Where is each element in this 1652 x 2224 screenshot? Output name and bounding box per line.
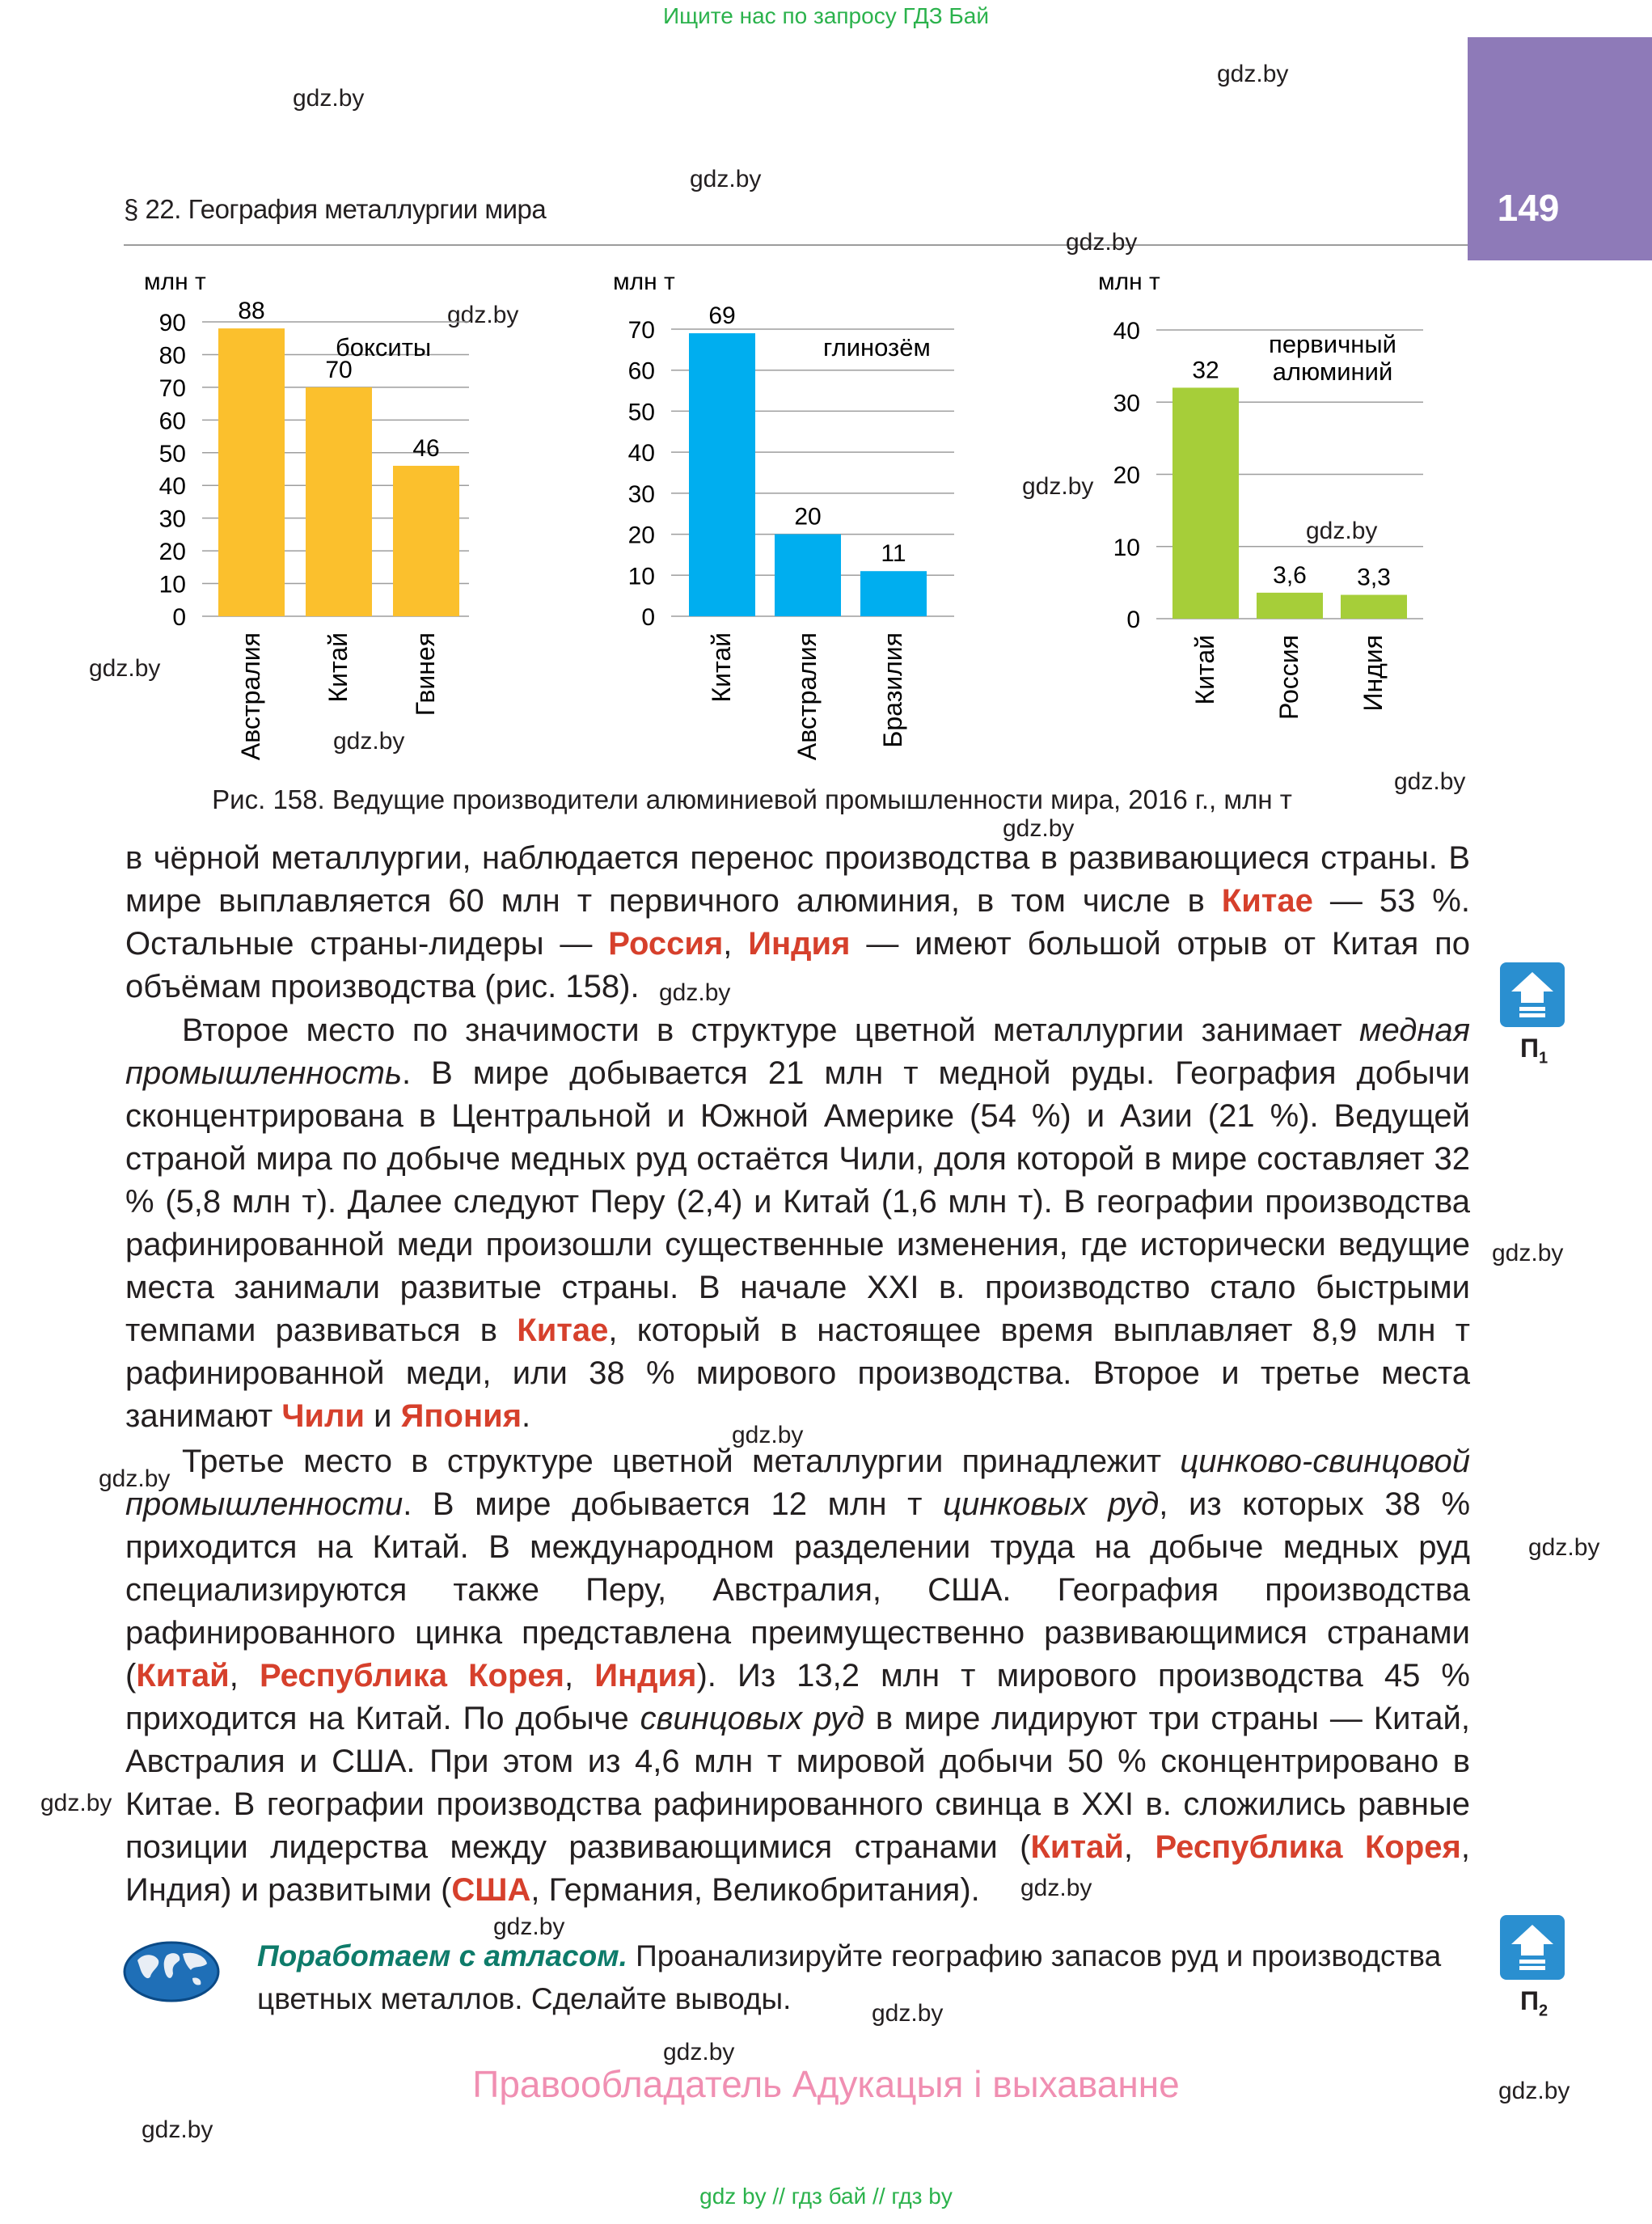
y-tick-label: 30 bbox=[1113, 390, 1140, 417]
y-tick-label: 70 bbox=[158, 374, 186, 402]
category-label: Бразилия bbox=[878, 632, 907, 748]
watermark: gdz.by bbox=[1492, 1240, 1564, 1266]
bar bbox=[689, 333, 755, 616]
watermark: gdz.by bbox=[333, 728, 405, 755]
watermark: gdz.by bbox=[1022, 473, 1094, 500]
y-tick-label: 20 bbox=[1113, 462, 1140, 489]
y-tick-label: 30 bbox=[627, 480, 655, 508]
y-tick-label: 60 bbox=[627, 357, 655, 385]
y-tick-label: 30 bbox=[158, 505, 186, 533]
watermark: gdz.by bbox=[89, 655, 161, 682]
y-tick-label: 40 bbox=[627, 440, 655, 467]
alumina-chart bbox=[598, 259, 970, 776]
bauxite-chart bbox=[129, 259, 485, 776]
bar bbox=[1172, 387, 1239, 619]
y-tick-label: 10 bbox=[158, 571, 186, 598]
y-tick-label: 80 bbox=[158, 342, 186, 370]
category-label: Россия bbox=[1274, 635, 1303, 720]
chart-title: глинозём bbox=[823, 333, 931, 362]
y-axis-unit: млн т bbox=[613, 268, 675, 295]
y-tick-label: 50 bbox=[627, 399, 655, 426]
bar bbox=[393, 466, 459, 616]
chart-title: первичный bbox=[1269, 330, 1396, 358]
top-banner: Ищите нас по запросу ГДЗ Бай bbox=[662, 3, 990, 28]
y-tick-label: 90 bbox=[158, 310, 186, 336]
footer-links[interactable]: gdz by // гдз бай // гдз by bbox=[699, 2184, 953, 2209]
y-axis-unit: млн т bbox=[1098, 268, 1160, 295]
watermark: gdz.by bbox=[142, 2116, 213, 2143]
watermark: gdz.by bbox=[872, 2000, 944, 2027]
atlas-task: Поработаем с атласом. Проанализируйте географию запасов руд и производства цветных металлов. Сделайте выводы. bbox=[257, 1939, 1442, 2015]
bar bbox=[1341, 595, 1407, 619]
category-label: Австралия bbox=[792, 632, 822, 761]
chart-title: бокситы bbox=[336, 333, 432, 362]
watermark: gdz.by bbox=[493, 1913, 565, 1940]
paragraph-2: Второе место по значимости в структуре цветной металлургии занимает медная промышленность. В мире добывается 21 млн т медной руды. География добычи сконцентрирована в Центральной и Южной Америке (54 %) и Азии (21 %). Ведущей страной мира по добыче медных руд остаётся Чили, доля которой в мире составляет 32 % (5,8 млн т). Далее следуют Перу (2,4) и Китай (1,6 млн т). В географии производства рафинированной меди произошли существенные изменения, где исторически ведущие места занимали развитые страны. В начале XXI в. производство стало быстрыми темпами развиваться в Китае, который в настоящее время выплавляет 8,9 млн т рафинированной меди, или 38 % мирового производства. Второе и третье места занимают Чили и Япония. bbox=[125, 1013, 1471, 1434]
data-label: 3,3 bbox=[1357, 564, 1391, 591]
y-axis-unit: млн т bbox=[144, 268, 206, 295]
watermark: gdz.by bbox=[663, 2039, 735, 2065]
page-number: 149 bbox=[1497, 187, 1560, 229]
chart-title: алюминий bbox=[1272, 357, 1393, 386]
side-label-p1: $П_1$ bbox=[1520, 1034, 1548, 1068]
watermark: gdz.by bbox=[1066, 229, 1138, 256]
up-arrow-icon[interactable] bbox=[1500, 962, 1565, 1027]
globe-icon bbox=[123, 1941, 220, 2002]
data-label: 11 bbox=[881, 540, 906, 568]
figure-caption: Рис. 158. Ведущие производители алюминиевой промышленности мира, 2016 г., млн т bbox=[212, 784, 1292, 814]
watermark: gdz.by bbox=[40, 1790, 112, 1816]
watermark: gdz.by bbox=[1394, 768, 1466, 795]
bar bbox=[1257, 593, 1323, 619]
watermark: gdz.by bbox=[690, 166, 762, 192]
side-label-p2: $П_2$ bbox=[1520, 1986, 1548, 2020]
bar bbox=[775, 535, 841, 616]
y-tick-label: 10 bbox=[1113, 534, 1140, 561]
watermark: gdz.by bbox=[659, 979, 731, 1006]
category-label: Китай bbox=[323, 632, 353, 703]
category-label: Австралия bbox=[236, 632, 265, 761]
y-tick-label: 40 bbox=[158, 473, 186, 501]
data-label: 20 bbox=[794, 503, 822, 531]
watermark: gdz.by bbox=[1306, 518, 1378, 544]
data-label: 32 bbox=[1192, 357, 1219, 384]
bar bbox=[306, 387, 372, 616]
data-label: 88 bbox=[238, 298, 265, 325]
category-label: Гвинея bbox=[411, 632, 440, 717]
y-tick-label: 70 bbox=[627, 317, 655, 344]
data-label: 3,6 bbox=[1273, 561, 1307, 589]
bar bbox=[218, 328, 285, 616]
y-tick-label: 0 bbox=[172, 604, 186, 631]
y-tick-label: 50 bbox=[158, 440, 186, 467]
watermark: gdz.by bbox=[447, 302, 519, 328]
watermark: gdz.by bbox=[1217, 61, 1289, 87]
y-tick-label: 10 bbox=[627, 563, 655, 590]
watermark: gdz.by bbox=[293, 85, 365, 112]
header-rule bbox=[124, 244, 1468, 246]
y-tick-label: 60 bbox=[158, 408, 186, 435]
y-tick-label: 40 bbox=[1113, 318, 1140, 345]
rights-holder: Правообладатель Адукацыя і выхаванне bbox=[472, 2063, 1180, 2105]
watermark: gdz.by bbox=[1528, 1534, 1600, 1561]
data-label: 70 bbox=[325, 356, 353, 383]
category-label: Китай bbox=[1190, 635, 1219, 705]
y-tick-label: 0 bbox=[641, 604, 655, 631]
watermark: gdz.by bbox=[1498, 2078, 1570, 2104]
section-title: § 22. География металлургии мира bbox=[124, 194, 547, 224]
y-tick-label: 20 bbox=[158, 539, 186, 566]
data-label: 46 bbox=[412, 434, 440, 462]
watermark: gdz.by bbox=[1020, 1875, 1092, 1901]
paragraph-3: Третье место в структуре цветной металлургии принадлежит цинково-свинцовой промышленности. В мире добывается 12 млн т цинковых руд, из которых 38 % приходится на Китай. В международном разделении труда на добыче медных руд специализируются также Перу, Австралия, США. География производства рафинированного цинка представлена преимущественно развивающимися странами (Китай, Республика Корея, Индия). Из 13,2 млн т мирового производства 45 % приходится на Китай. По добыче свинцовых руд в мире лидируют три страны — Китай, Австралия и США. При этом из 4,6 млн т мировой добычи 50 % сконцентрировано в Китае. В географии производства рафинированного свинца в XXI в. сложились равные позиции лидерства между развивающимися странами (Китай, Республика Корея, Индия) и развитыми (США, Германия, Великобритания). bbox=[125, 1444, 1471, 1908]
category-label: Китай bbox=[707, 632, 736, 703]
watermark: gdz.by bbox=[732, 1422, 804, 1448]
watermark: gdz.by bbox=[99, 1465, 171, 1492]
aluminium-chart bbox=[1084, 259, 1439, 776]
up-arrow-icon[interactable] bbox=[1500, 1915, 1565, 1980]
y-tick-label: 20 bbox=[627, 522, 655, 549]
paragraph-1: в чёрной металлургии, наблюдается перенос производства в развивающиеся страны. В мире выплавляется 60 млн т первичного алюминия, в том числе в Китае — 53 %. Остальные страны-лидеры — Россия, Индия — имеют большой отрыв от Китая по объёмам производства (рис. 158). bbox=[125, 840, 1470, 1004]
watermark: gdz.by bbox=[1003, 815, 1075, 842]
bar bbox=[860, 571, 927, 616]
data-label: 69 bbox=[708, 302, 736, 330]
y-tick-label: 0 bbox=[1126, 607, 1140, 633]
category-label: Индия bbox=[1358, 635, 1388, 712]
